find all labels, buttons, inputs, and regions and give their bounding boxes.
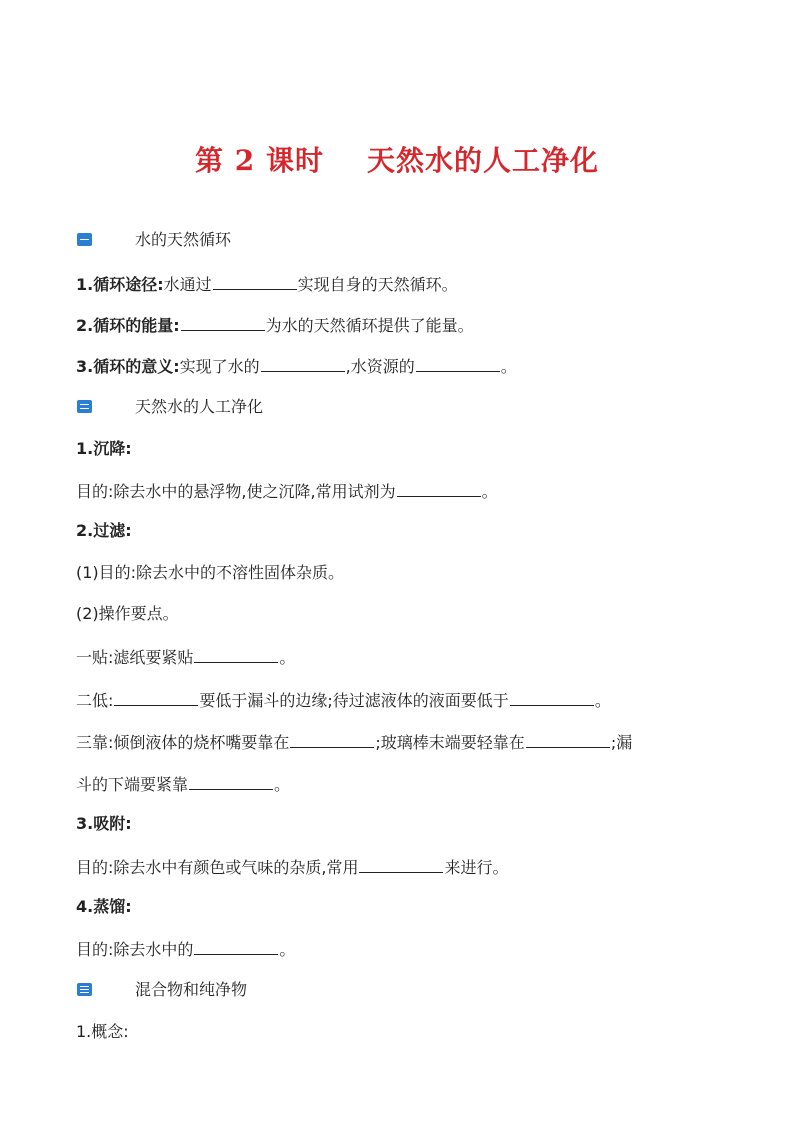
text-line: [76, 689, 611, 711]
blank-field[interactable]: [189, 773, 273, 790]
text: 。: [481, 482, 498, 501]
text: ;漏: [610, 733, 633, 752]
section-three-icon: [77, 983, 92, 996]
item-label: 3.循环的意义:: [76, 357, 180, 376]
text-line: [76, 856, 509, 878]
blank-field[interactable]: [397, 480, 481, 497]
text: 三靠:倾倒液体的烧杯嘴要靠在: [76, 733, 290, 752]
blank-field[interactable]: [416, 355, 500, 372]
text-line: [76, 731, 632, 753]
text-line: [76, 646, 295, 668]
text: 目的:除去水中的: [76, 940, 194, 959]
text: 。: [500, 357, 517, 376]
item-label: 1.循环途径:: [76, 275, 164, 294]
text: 。: [279, 648, 296, 667]
text: ,水资源的: [345, 357, 415, 376]
text-line: [76, 938, 295, 960]
text: ;玻璃棒末端要轻靠在: [375, 733, 525, 752]
page-title: 第 2 课时 天然水的人工净化: [195, 144, 599, 177]
blank-field[interactable]: [290, 731, 374, 748]
text-line: [76, 773, 290, 795]
text: 二低:: [76, 691, 114, 710]
text: 目的:除去水中的悬浮物,使之沉降,常用试剂为: [76, 482, 396, 501]
text: 水通过: [163, 275, 212, 294]
section-title: 水的天然循环: [135, 230, 232, 249]
text: 为水的天然循环提供了能量。: [265, 316, 474, 335]
subheading: 3.吸附:: [76, 814, 132, 833]
text-line: (2)操作要点。: [76, 604, 179, 623]
text-line: 1.概念:: [76, 1022, 129, 1041]
subheading: 2.过滤:: [76, 521, 132, 540]
blank-field[interactable]: [114, 689, 198, 706]
text-line: [76, 273, 458, 295]
section-title: 混合物和纯净物: [135, 980, 248, 999]
section-two-icon: [77, 400, 92, 413]
section-one-icon: [77, 233, 92, 246]
text: 。: [594, 691, 611, 710]
text: 一贴:滤纸要紧贴: [76, 648, 194, 667]
text: 来进行。: [444, 858, 509, 877]
blank-field[interactable]: [359, 856, 443, 873]
blank-field[interactable]: [213, 273, 297, 290]
text-line: [76, 355, 517, 377]
subheading: 1.沉降:: [76, 439, 132, 458]
text: 目的:除去水中有颜色或气味的杂质,常用: [76, 858, 359, 877]
text-line: [76, 480, 498, 502]
text: 实现了水的: [179, 357, 260, 376]
blank-field[interactable]: [194, 646, 278, 663]
blank-field[interactable]: [510, 689, 594, 706]
blank-field[interactable]: [526, 731, 610, 748]
subheading: 4.蒸馏:: [76, 897, 132, 916]
text-line: [76, 314, 474, 336]
blank-field[interactable]: [194, 938, 278, 955]
text: 。: [279, 940, 296, 959]
text: 要低于漏斗的边缘;待过滤液体的液面要低于: [199, 691, 509, 710]
text: 斗的下端要紧靠: [76, 775, 189, 794]
text: 实现自身的天然循环。: [297, 275, 458, 294]
text-line: (1)目的:除去水中的不溶性固体杂质。: [76, 563, 345, 582]
item-label: 2.循环的能量:: [76, 316, 180, 335]
text: 。: [274, 775, 291, 794]
section-title: 天然水的人工净化: [135, 397, 264, 416]
blank-field[interactable]: [181, 314, 265, 331]
blank-field[interactable]: [261, 355, 345, 372]
